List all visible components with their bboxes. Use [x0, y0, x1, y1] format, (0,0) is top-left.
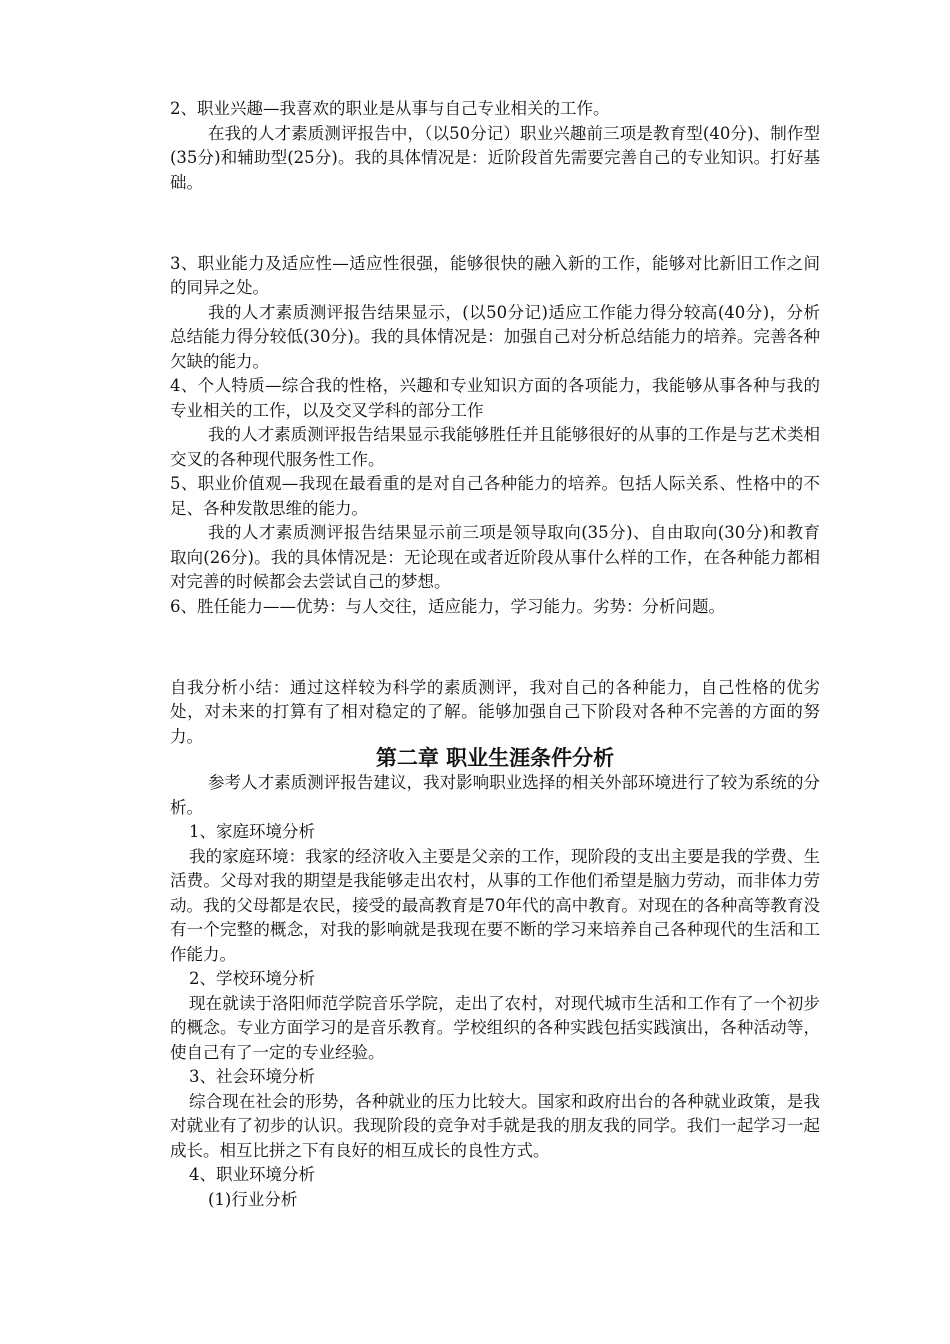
section-heading: 1、家庭环境分析 — [189, 822, 315, 841]
blank-line — [170, 635, 820, 660]
section-heading: 4、职业环境分析 — [189, 1165, 315, 1184]
paragraph: 参考人才素质测评报告建议，我对影响职业选择的相关外部环境进行了较为系统的分析。 — [170, 773, 820, 817]
paragraph: 2、职业兴趣—我喜欢的职业是从事与自己专业相关的工作。 — [170, 99, 610, 118]
paragraph: 我的人才素质测评报告结果显示前三项是领导取向(35分)、自由取向(30分)和教育取向(26分)。我的具体情况是：无论现在或者近阶段从事什么样的工作，在各种能力都相对完善的时候都会去尝试自己的梦想。 — [170, 523, 820, 591]
self-analysis-section — [170, 97, 820, 749]
career-conditions-section — [170, 771, 820, 1212]
paragraph: 我的家庭环境：我家的经济收入主要是父亲的工作，现阶段的支出主要是我的学费、生活费。父母对我的期望是我能够走出农村，从事的工作他们希望是脑力劳动，而非体力劳动。我的父母都是农民，接受的最高教育是70年代的高中教育。对现在的各种高等教育没有一个完整的概念，对我的影响就是我现在要不断的学习来培养自己各种现代的生活和工作能力。 — [170, 846, 820, 964]
paragraph: 综合现在社会的形势，各种就业的压力比较大。国家和政府出台的各种就业政策，是我对就业有了初步的认识。我现阶段的竞争对手就是我的朋友我的同学。我们一起学习一起成长。相互比拼之下有良好的相互成长的良性方式。 — [170, 1091, 820, 1160]
paragraph: 我的人才素质测评报告结果显示我能够胜任并且能够很好的从事的工作是与艺术类相交叉的各种现代服务性工作。 — [170, 425, 820, 469]
paragraph: 5、职业价值观—我现在最看重的是对自己各种能力的培养。包括人际关系、性格中的不足、各种发散思维的能力。 — [170, 474, 820, 518]
paragraph: 自我分析小结：通过这样较为科学的素质测评，我对自己的各种能力，自己性格的优劣处，对未来的打算有了相对稳定的了解。能够加强自己下阶段对各种不完善的方面的努力。 — [170, 677, 820, 746]
section-heading: 3、社会环境分析 — [189, 1067, 315, 1086]
section-heading: (1)行业分析 — [208, 1189, 298, 1209]
paragraph: 在我的人才素质测评报告中，（以50分记）职业兴趣前三项是教育型(40分)、制作型(35分)和辅助型(25分)。我的具体情况是：近阶段首先需要完善自己的专业知识。打好基础。 — [170, 123, 820, 192]
paragraph: 3、职业能力及适应性—适应性很强，能够很快的融入新的工作，能够对比新旧工作之间的同异之处。 — [170, 253, 820, 297]
paragraph: 现在就读于洛阳师范学院音乐学院，走出了农村，对现代城市生活和工作有了一个初步的概念。专业方面学习的是音乐教育。学校组织的各种实践包括实践演出，各种活动等，使自己有了一定的专业经验。 — [170, 993, 820, 1062]
paragraph: 我的人才素质测评报告结果显示，(以50分记)适应工作能力得分较高(40分)，分析总结能力得分较低(30分)。我的具体情况是：加强自己对分析总结能力的培养。完善各种欠缺的能力。 — [170, 302, 820, 371]
chapter-title: 第二章 职业生涯条件分析 — [375, 745, 615, 770]
section-heading: 2、学校环境分析 — [189, 969, 315, 988]
paragraph: 6、胜任能力——优势：与人交往，适应能力，学习能力。劣势：分析问题。 — [170, 596, 725, 616]
paragraph: 4、个人特质—综合我的性格，兴趣和专业知识方面的各项能力，我能够从事各种与我的专业相关的工作，以及交叉学科的部分工作 — [170, 376, 820, 420]
blank-line — [170, 211, 820, 236]
